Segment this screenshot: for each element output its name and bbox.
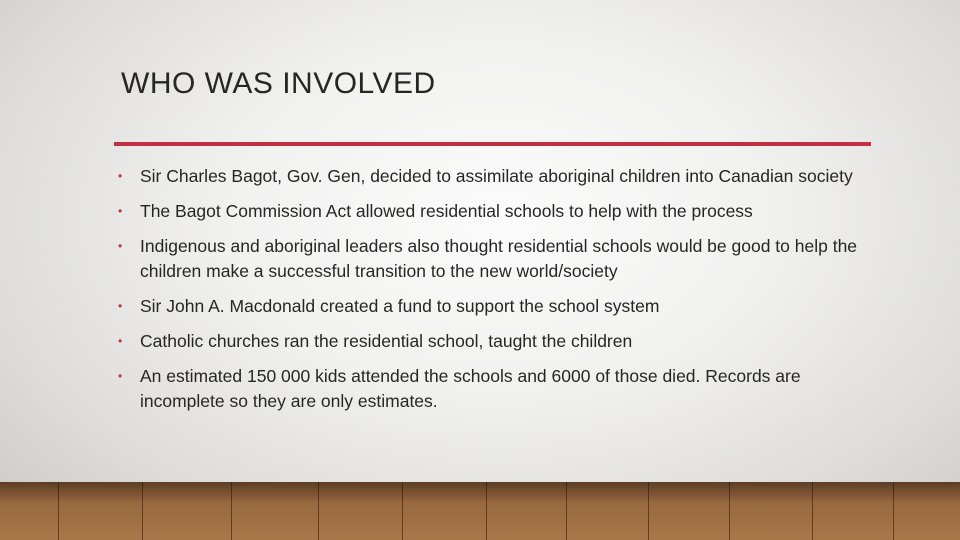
floor-plank-seam (648, 482, 649, 540)
floor-plank-seam (893, 482, 894, 540)
bullet-list (115, 164, 860, 424)
bullet-item (115, 164, 860, 189)
bullet-text: Sir Charles Bagot, Gov. Gen, decided to assimilate aboriginal children into Canadian society (140, 166, 853, 186)
floor-plank-seam (486, 482, 487, 540)
floor-plank-seam (142, 482, 143, 540)
bullet-icon: • (118, 334, 123, 348)
title-divider (114, 142, 871, 146)
bullet-icon: • (118, 204, 123, 218)
bullet-text: Catholic churches ran the residential school, taught the children (140, 331, 633, 351)
bullet-text: Sir John A. Macdonald created a fund to support the school system (140, 296, 660, 316)
floor-plank-seam (729, 482, 730, 540)
bullet-icon: • (118, 299, 123, 313)
bullet-item (115, 234, 860, 284)
bullet-text: An estimated 150 000 kids attended the schools and 6000 of those died. Records are incomplete so they are only estimates. (140, 366, 801, 411)
bullet-icon: • (118, 369, 123, 383)
bullet-icon: • (118, 239, 123, 253)
floor-plank-seam (58, 482, 59, 540)
bullet-item (115, 364, 860, 414)
floor-plank-seam (231, 482, 232, 540)
bullet-icon: • (118, 169, 123, 183)
slide-title: WHO WAS INVOLVED (121, 67, 436, 100)
floor-plank-seam (318, 482, 319, 540)
bullet-text: The Bagot Commission Act allowed residential schools to help with the process (140, 201, 753, 221)
bullet-text: Indigenous and aboriginal leaders also thought residential schools would be good to help the children make a successful transition to the new world/society (140, 236, 858, 281)
bullet-item (115, 294, 860, 319)
floor-plank-seam (402, 482, 403, 540)
bullet-item (115, 199, 860, 224)
floor-plank-seam (566, 482, 567, 540)
floor-plank-seam (812, 482, 813, 540)
bullet-item (115, 329, 860, 354)
wood-floor-decoration (0, 482, 960, 540)
